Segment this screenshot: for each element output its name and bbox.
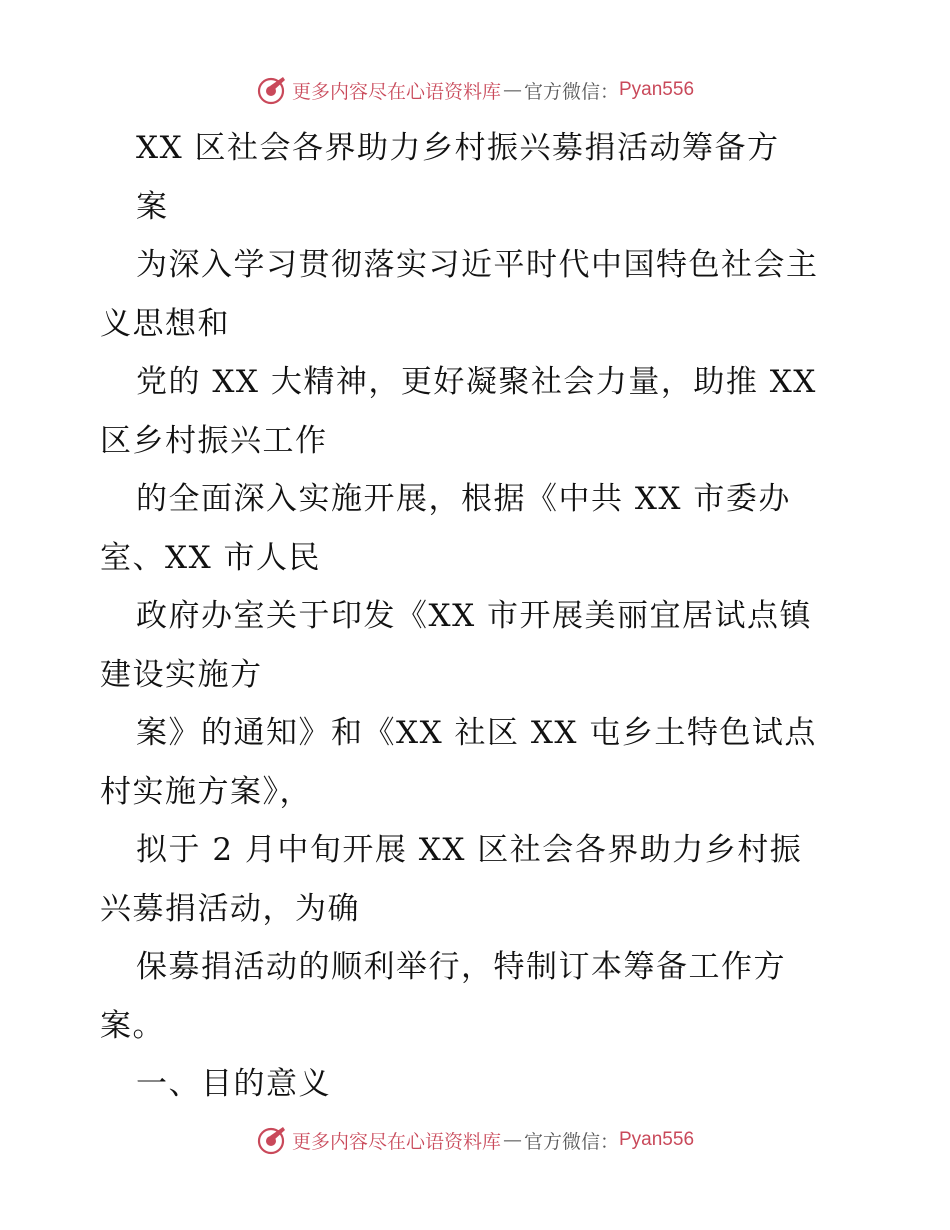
paragraph-line: 案。 — [100, 1007, 165, 1044]
paragraph-line: 党的 XX 大精神，更好凝聚社会力量，助推 XX — [136, 364, 817, 400]
watermark-separator: — — [502, 1129, 522, 1151]
watermark-wechat-id: Pyan556 — [619, 79, 695, 100]
paragraph-line: 建设实施方 — [100, 656, 263, 693]
paragraph-line: 案》的通知》和《XX 社区 XX 屯乡土特色试点 — [136, 715, 817, 751]
watermark-wechat-id: Pyan556 — [619, 1129, 695, 1150]
watermark-site-text: 更多内容尽在心语资料库 — [291, 1130, 501, 1153]
document-title-line: XX 区社会各界助力乡村振兴募捐活动筹备方 — [136, 130, 780, 166]
paragraph-line: 的全面深入实施开展，根据《中共 XX 市委办 — [136, 481, 791, 517]
paragraph-line: 室、XX 市人民 — [100, 539, 321, 576]
watermark-label: 官方微信： — [523, 80, 619, 103]
paragraph-line: 区乡村振兴工作 — [100, 422, 328, 459]
paragraph-line: 义思想和 — [100, 305, 230, 342]
document-title-line: 案 — [136, 188, 169, 225]
paragraph-line: 拟于 2 月中旬开展 XX 区社会各界助力乡村振 — [136, 832, 803, 868]
footer-watermark — [0, 1120, 950, 1160]
paragraph-line: 为深入学习贯彻落实习近平时代中国特色社会主 — [136, 247, 819, 283]
paragraph-line: 村实施方案》， — [100, 773, 312, 810]
watermark-separator: — — [502, 79, 522, 101]
paragraph-line: 保募捐活动的顺利举行，特制订本筹备工作方 — [136, 949, 786, 985]
section-heading: 一、目的意义 — [136, 1066, 331, 1102]
document-body — [100, 119, 860, 1114]
paragraph-line: 政府办室关于印发《XX 市开展美丽宜居试点镇 — [136, 598, 812, 634]
watermark-label: 官方微信： — [523, 1130, 619, 1153]
paragraph-line: 兴募捐活动，为确 — [100, 890, 360, 927]
pen-nib-circle-icon — [256, 74, 288, 106]
header-watermark — [0, 70, 950, 110]
pen-nib-circle-icon — [256, 1124, 288, 1156]
watermark-site-text: 更多内容尽在心语资料库 — [291, 80, 501, 103]
